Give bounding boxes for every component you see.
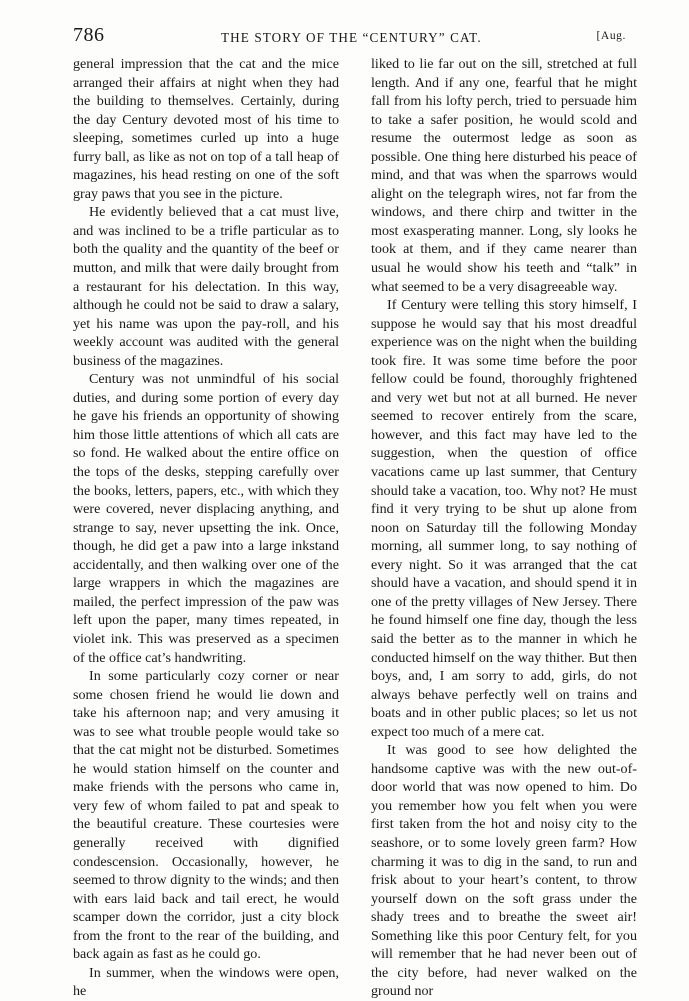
paragraph: Century was not unmindful of his social duties, and during some portion of every day he gave his friends an opportunity of showing him those little attentions of which all cats are so fond. He walked about the entire office on the tops of the desks, stepping carefully over the books, letters, papers, etc., with which they were covered, never displacing anything, and strange to say, never upsetting the ink. Once, though, he did get a paw into a large inkstand accidentally, and then walking over one of the large wrappers in which the magazines are mailed, the perfect impression of the paw was left upon the paper, many times repeated, in violet ink. This was preserved as a specimen of the office cat’s handwriting. — [73, 371, 339, 666]
paragraph: In summer, when the windows were open, he — [73, 964, 339, 1000]
paragraph: liked to lie far out on the sill, stretched at full length. And if any one, fearful that he might fall from his lofty perch, tried to persuade him to take a safer position, he would scold and resume the outermost ledge as soon as possible. One thing here disturbed his peace of mind, and that was when the sparrows would alight on the telegraph wires, not far from the windows, and there chirp and twitter in the most exasperating manner. Long, sly looks he took at them, and if they came nearer than usual he would show his teeth and “talk” in what seemed to be a very disagreeable way. — [371, 56, 637, 295]
page-number: 786 — [73, 24, 105, 46]
left-column — [73, 55, 339, 1001]
issue-month: [Aug. — [596, 30, 626, 42]
running-header — [73, 24, 626, 54]
paragraph: general impression that the cat and the mice arranged their affairs at night when they had the building to themselves. Certainly, during the day Century devoted most of his time to sleeping, sometimes curled up into a huge furry ball, as like as not on top of a tall heap of magazines, his head resting on one of the soft gray paws that you see in the picture. — [73, 56, 339, 202]
running-title: THE STORY OF THE “CENTURY” CAT. — [221, 30, 482, 45]
paragraph: If Century were telling this story himself, I suppose he would say that his most dreadful experience was on the night when the building took fire. It was some time before the poor fellow could be found, thoroughly frightened and very wet but not at all burned. He never seemed to recover entirely from the scare, however, and this fact may have led to the suggestion, when the question of office vacations came up last summer, that Century should take a vacation, too. Why not? He must find it very trying to be shut up alone from noon on Saturday till the following Monday morning, all summer long, to say nothing of every night. So it was arranged that the cat should have a vacation, and should spend it in one of the pretty villages of New Jersey. There he found himself one fine day, though the less said the better as to the manner in which he conducted himself on the way thither. But then boys, and, I am sorry to add, girls, do not always behave perfectly well on trains and boats and in other public places; so let us not expect too much of a mere cat. — [371, 297, 637, 740]
paragraph: It was good to see how delighted the handsome captive was with the new out-of-door world that was now opened to him. Do you remember how you felt when you were first taken from the hot and noisy city to the seashore, or to some lovely green farm? How charming it was to dig in the sand, to run and frisk about to your heart’s content, to throw yourself down on the soft grass under the shady trees and to breathe the sweet air! Something like this poor Century felt, for you will remember that he had never been out of the city before, had never walked on the ground nor — [371, 742, 637, 1000]
paragraph: He evidently believed that a cat must live, and was inclined to be a trifle particular as to both the quality and the quantity of the beef or mutton, and milk that were daily brought from a restaurant for his delectation. In this way, although he could not be said to draw a salary, yet his name was upon the pay-roll, and his weekly account was audited with the general business of the magazines. — [73, 204, 339, 369]
paragraph: In some particularly cozy corner or near some chosen friend he would lie down and take his afternoon nap; and very amusing it was to see what trouble people would take so that the cat might not be disturbed. Sometimes he would station himself on the counter and make friends with the persons who came in, very few of whom failed to pat and speak to the beautiful creature. These courtesies were generally received with dignified condescension. Occasionally, however, he seemed to throw dignity to the winds; and then with ears laid back and tail erect, he would scamper down the corridor, just a city block from the front to the rear of the building, and back again as fast as he could go. — [73, 668, 339, 963]
right-column — [371, 55, 637, 1001]
